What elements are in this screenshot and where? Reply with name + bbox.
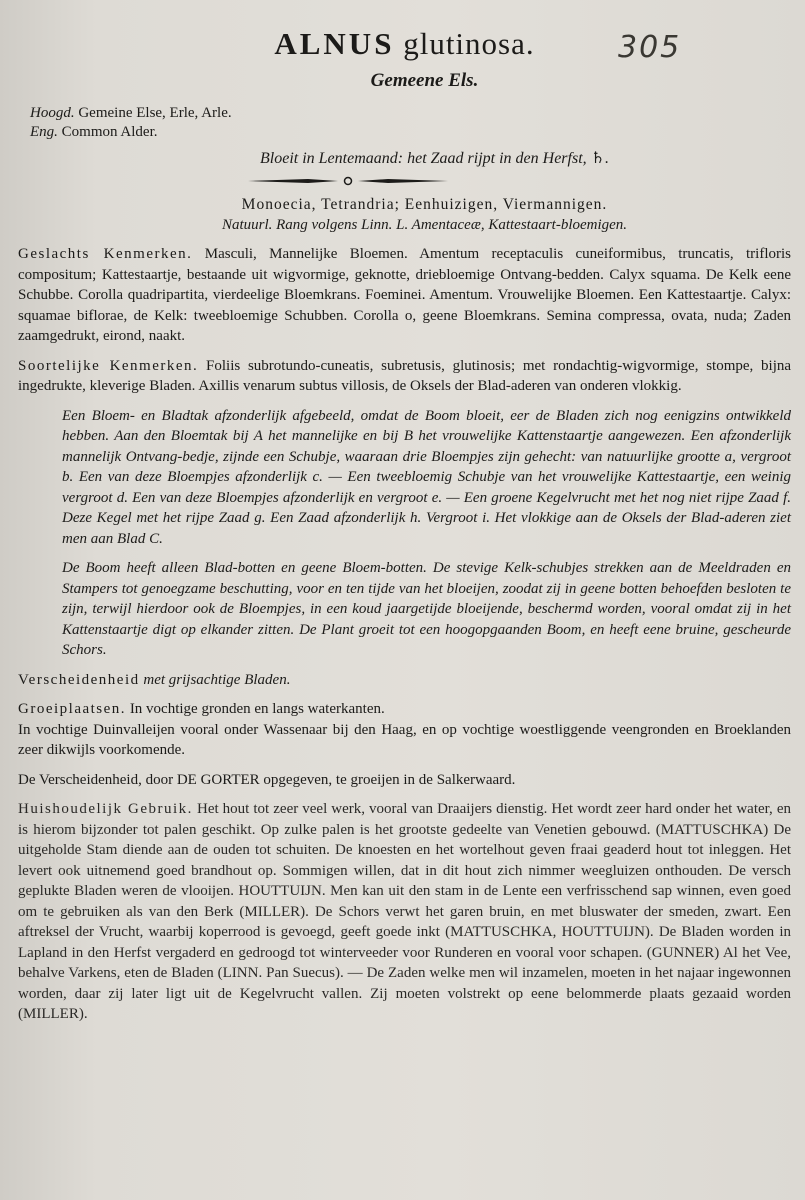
section-heading: Huishoudelijk Gebruik. xyxy=(18,801,193,817)
section-heading: Verscheidenheid xyxy=(18,671,140,688)
variety-habitat: De Verscheidenheid, door DE GORTER opgegeven, te groeijen in de Salkerwaard. xyxy=(18,771,516,788)
section-text: In vochtige gronden en langs waterkanten. xyxy=(129,701,385,717)
genus-characters xyxy=(18,244,791,347)
habitat-line xyxy=(18,699,791,720)
synonym-lang: Hoogd. xyxy=(30,105,75,121)
classification-line: Monoecia, Tetrandria; Eenhuizigen, Viermannigen. xyxy=(241,196,608,213)
household-use xyxy=(18,799,791,1025)
synonym-line-english xyxy=(30,123,791,142)
page-title xyxy=(274,26,534,61)
synonym-text: Gemeine Else, Erle, Arle. xyxy=(78,105,232,121)
section-heading: Soortelijke Kenmerken. xyxy=(18,357,199,374)
section-text: Het hout tot zeer veel werk, vooral van Draaijers dienstig. Het wordt zeer hard onder het water, en is hierom bijzonder tot palen geschikt. Op zulke palen is het grootste gedeelte van Venetien gebouwd. (MATTUSCHKA) De uitgeholde Stam diende aan de ouden tot schuiten. De knoesten en het wortelhout geven fraai geaderd hout tot inleggen. Het levert ook uitnemend goed brandhout op. Sommigen willen, dat in dit hout zich nimmer weegluizen onthouden. De versch geplukte Bladen weren de vlooijen. HOUTTUIJN. Men kan uit den stam in de Lente een verfrisschend sap winnen, even goed om te gebruiken als van den Berk (MILLER). De Schors verwt het garen bruin, en met bluswater der smeden, zwart. Een aftreksel der Vrucht, waarbij koperrood is gevoegd, geeft goede inkt (MATTUSCHKA, HOUTTUIJN). De Bladen worden in Lapland in den Herfst vergaderd en gedroogd tot winterveeder voor Runderen en vooral voor schapen. (GUNNER) Al het Vee, behalve Varkens, eten de Bladen (LINN. Pan Suecus). — De Zaden welke men wil inzamelen, moeten in het najaar ingewonnen worden, daar zij later ligt uit de Kegelvrucht vallen. Zij moeten volstrekt op eene belommerde plaats gezaaid worden (MILLER). xyxy=(18,801,791,1022)
figure-description: Een Bloem- en Bladtak afzonderlijk afgebeeld, omdat de Boom bloeit, eer de Bladen zich nog eenigzins ontwikkeld hebben. Aan den Bloemtak bij A het mannelijke en bij B het vrouwelijke Kattenstaartje aangewezen. Een afzonderlijk mannelijk Ontvang-bedje, zijnde een Schubje, waaraan drie Bloempjes zijn gehecht: van natuurlijke grootte a, vergroot b. Een van deze Bloempjes afzonderlijk c. — Een tweebloemig Schubje van het vrouwelijke Kattestaartje, een weinig vergroot d. Een van deze Bloempjes afzonderlijk en vergroot e. — Een groene Kegelvrucht met het nog niet rijpe Zaad f. Deze Kegel met het rijpe Zaad g. Een Zaad afzonderlijk h. Vergroot i. Het vlokkige aan de Oksels der Blad-aderen ziet men aan Blad C. xyxy=(62,407,791,547)
genus-name: ALNUS xyxy=(274,26,395,61)
habitat-detail: In vochtige Duinvalleijen vooral onder Wassenaar bij den Haag, en op vochtige woestliggende veengronden en Broeklanden zeer dikwijls voorkomende. xyxy=(18,721,791,758)
title-row xyxy=(18,26,791,66)
synonym-lang: Eng. xyxy=(30,124,58,140)
synonym-line-german xyxy=(30,104,791,123)
natural-rank-line: Natuurl. Rang volgens Linn. L. Amentaceæ, Kattestaart-bloemigen. xyxy=(221,217,628,233)
section-text: Foliis subrotundo-cuneatis, subretusis, glutinosis; met rondachtig-wigvormige, stompe, bijna ingedrukte, kleverige Bladen. Axillis venarum subtus villosis, de Oksels der Blad-aderen van onderen vlokkig. xyxy=(18,357,792,394)
handwritten-number: 305 xyxy=(618,30,682,65)
synonym-text: Common Alder. xyxy=(61,124,158,140)
species-name: glutinosa. xyxy=(403,26,535,61)
section-heading: Geslachts Kenmerken. xyxy=(18,246,193,262)
variety-line xyxy=(18,670,791,691)
section-text: Masculi, Mannelijke Bloemen. Amentum receptaculis cuneiformibus, truncatis, trifloris compositum; Kattestaartje, bestaande uit wigvormige, geknotte, driebloemige Ontvang-bedden. Calyx squama. De Kelk eene Schubbe. Corolla quadripartita, vierdeelige Bloemkrans. Foeminei. Amentum. Vrouwelijke Bloemen. Een Kattestaartje. Calyx: squamae biflorae, de Kelk: tweebloemige Schubben. Corolla o, geene Bloemkrans. Semina compressa, ovata, nuda; Zaden zaamgedrukt, eirond, naakt. xyxy=(18,246,791,344)
section-heading: Groeiplaatsen. xyxy=(18,701,127,717)
ornamental-divider xyxy=(248,176,448,186)
species-characters xyxy=(18,356,791,397)
common-name: Gemeene Els. xyxy=(370,70,479,91)
tree-description: De Boom heeft alleen Blad-botten en geene Bloem-botten. De stevige Kelk-schubjes strekken aan de Meeldraden en Stampers tot genoegzame beschutting, voor en ten tijde van het bloeijen, zoodat zij in geene botten behoefden besloten te zijn, terwijl hierdoor ook de Bloempjes, in een koud jaargetijde bloeijende, beschermd worden, vooral omdat zij in het Kattenstaartje digt op elkander zitten. De Plant groeit tot een hoogopgaanden Boom, en heeft eene bruine, gescheurde Schors. xyxy=(62,560,791,658)
flowering-line: Bloeit in Lentemaand: het Zaad rijpt in den Herfst, ♄. xyxy=(260,150,609,167)
section-text: met grijsachtige Bladen. xyxy=(143,671,291,688)
